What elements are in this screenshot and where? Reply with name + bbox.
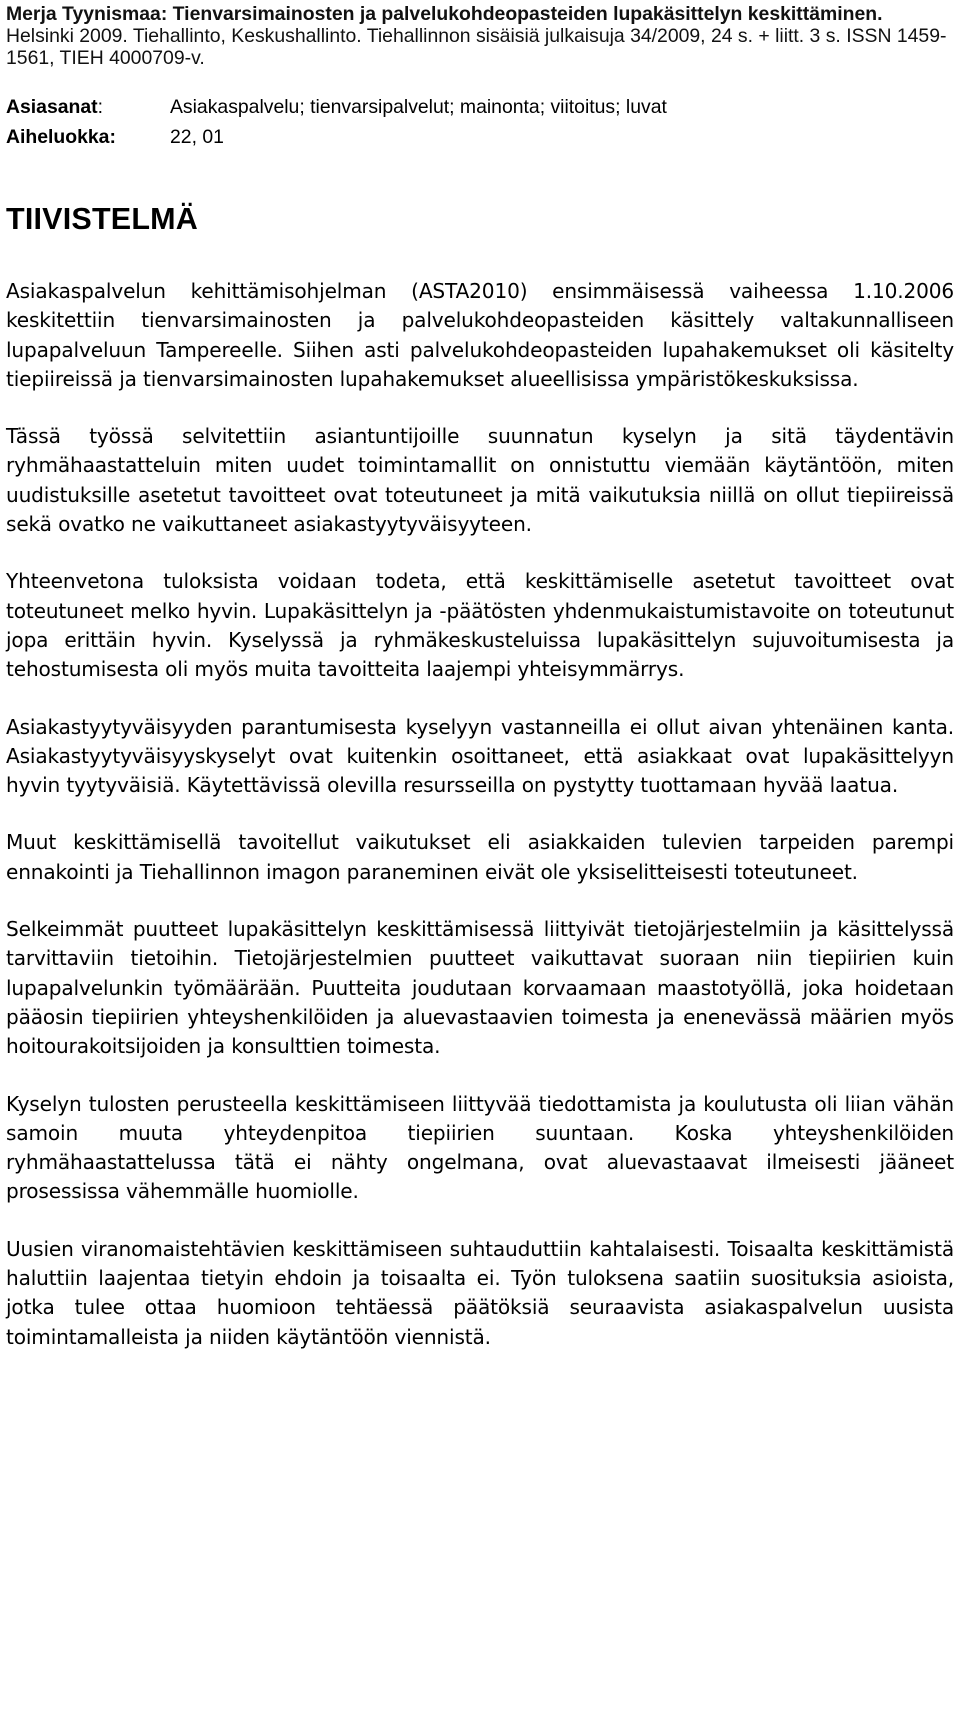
- abstract-paragraph-6: Selkeimmät puutteet lupakäsittelyn keskittämisessä liittyivät tietojärjestelmiin ja käsittelyssä tarvittaviin tietoihin. Tietojärjestelmien puutteet vaikuttavat suoraan niin tiepiirien kuin lupapalvelunkin työmäärään. Puutteita joudutaan korvaamaan maastotyöllä, joka hoidetaan pääosin tiepiirien yhteyshenkilöiden ja aluevastaavien toimesta ja enenevässä määrien myös hoitourakoitsijoiden ja konsulttien toimesta.: [6, 917, 954, 1059]
- keywords-row: [6, 96, 954, 118]
- keywords-label: Asiasanat: [6, 96, 98, 118]
- keywords-label-cell: [6, 96, 170, 118]
- author-and-title: Merja Tyynismaa: Tienvarsimainosten ja palvelukohdeopasteiden lupakäsittelyn keskittäminen.: [6, 3, 883, 25]
- category-row: [6, 126, 954, 148]
- keywords-value: Asiakaspalvelu; tienvarsipalvelut; mainonta; viitoitus; luvat: [170, 96, 667, 118]
- abstract-paragraph-8: Uusien viranomaistehtävien keskittämiseen suhtauduttiin kahtalaisesti. Toisaalta keskittämistä haluttiin laajentaa tietyin ehdoin ja toisaalta ei. Työn tuloksena saatiin suosituksia asioista, jotka tulee ottaa huomioon tehtäessä päätöksiä seuraavista asiakaspalvelun uusista toimintamalleista ja niiden käytäntöön viennistä.: [6, 1236, 954, 1349]
- category-label: Aiheluokka:: [6, 126, 116, 148]
- abstract-paragraph-1: Asiakaspalvelun kehittämisohjelman (ASTA2010) ensimmäisessä vaiheessa 1.10.2006 keskitettiin tienvarsimainosten ja palvelukohdeopasteiden käsittely valtakunnalliseen lupapalveluun Tampereelle. Siihen asti palvelukohdeopasteiden lupahakemukset oli käsitelty tiepiireissä ja tienvarsimainosten lupahakemukset alueellisissa ympäristökeskuksissa.: [6, 279, 954, 391]
- abstract-paragraph-2: Tässä työssä selvitettiin asiantuntijoille suunnatun kyselyn ja sitä täydentävin ryhmähaastatteluin miten uudet toimintamallit on onnistuttu viemään käytäntöön, miten uudistuksille asetetut tavoitteet ovat toteutuneet ja mitä vaikutuksia niillä on ollut tiepiireissä sekä ovatko ne vaikuttaneet asiakastyytyväisyyteen.: [6, 424, 954, 537]
- abstract-paragraph-5: Muut keskittämisellä tavoitellut vaikutukset eli asiakkaiden tulevien tarpeiden parempi ennakointi ja Tiehallinnon imagon paraneminen eivät ole yksiselitteisesti toteutuneet.: [6, 830, 954, 884]
- abstract-paragraph-7: Kyselyn tulosten perusteella keskittämiseen liittyvää tiedottamista ja koulutusta oli liian vähän samoin muuta yhteydenpitoa tiepiirien suuntaan. Koska yhteyshenkilöiden ryhmähaastattelussa tätä ei nähty ongelmana, ovat aluevastaavat ilmeisesti jääneet prosessissa vähemmälle huomiolle.: [6, 1091, 954, 1204]
- category-value: 22, 01: [170, 126, 224, 148]
- keywords-label-colon: :: [97, 96, 104, 118]
- abstract-heading: TIIVISTELMÄ: [6, 202, 198, 236]
- publication-header: [6, 0, 954, 69]
- publication-details: Helsinki 2009. Tiehallinto, Keskushallinto. Tiehallinnon sisäisiä julkaisuja 34/2009, 24 s. + liitt. 3 s. ISSN 1459-1561, TIEH 4000709-v.: [6, 25, 947, 69]
- abstract-paragraph-3: Yhteenvetona tuloksista voidaan todeta, että keskittämiselle asetetut tavoitteet ovat toteutuneet melko hyvin. Lupakäsittelyn ja -päätösten yhdenmukaistumistavoite on toteutunut jopa erittäin hyvin. Kyselyssä ja ryhmäkeskusteluissa lupakäsittelyn sujuvoitumisesta ja tehostumisesta oli myös muita tavoitteita laajempi yhteisymmärrys.: [6, 569, 954, 682]
- abstract-paragraph-4: Asiakastyytyväisyyden parantumisesta kyselyyn vastanneilla ei ollut aivan yhtenäinen kanta. Asiakastyytyväisyyskyselyt ovat kuitenkin osoittaneet, että asiakkaat ovat lupakäsittelyyn hyvin tyytyväisiä. Käytettävissä olevilla resursseilla on pystytty tuottamaan hyvää laatua.: [6, 714, 954, 798]
